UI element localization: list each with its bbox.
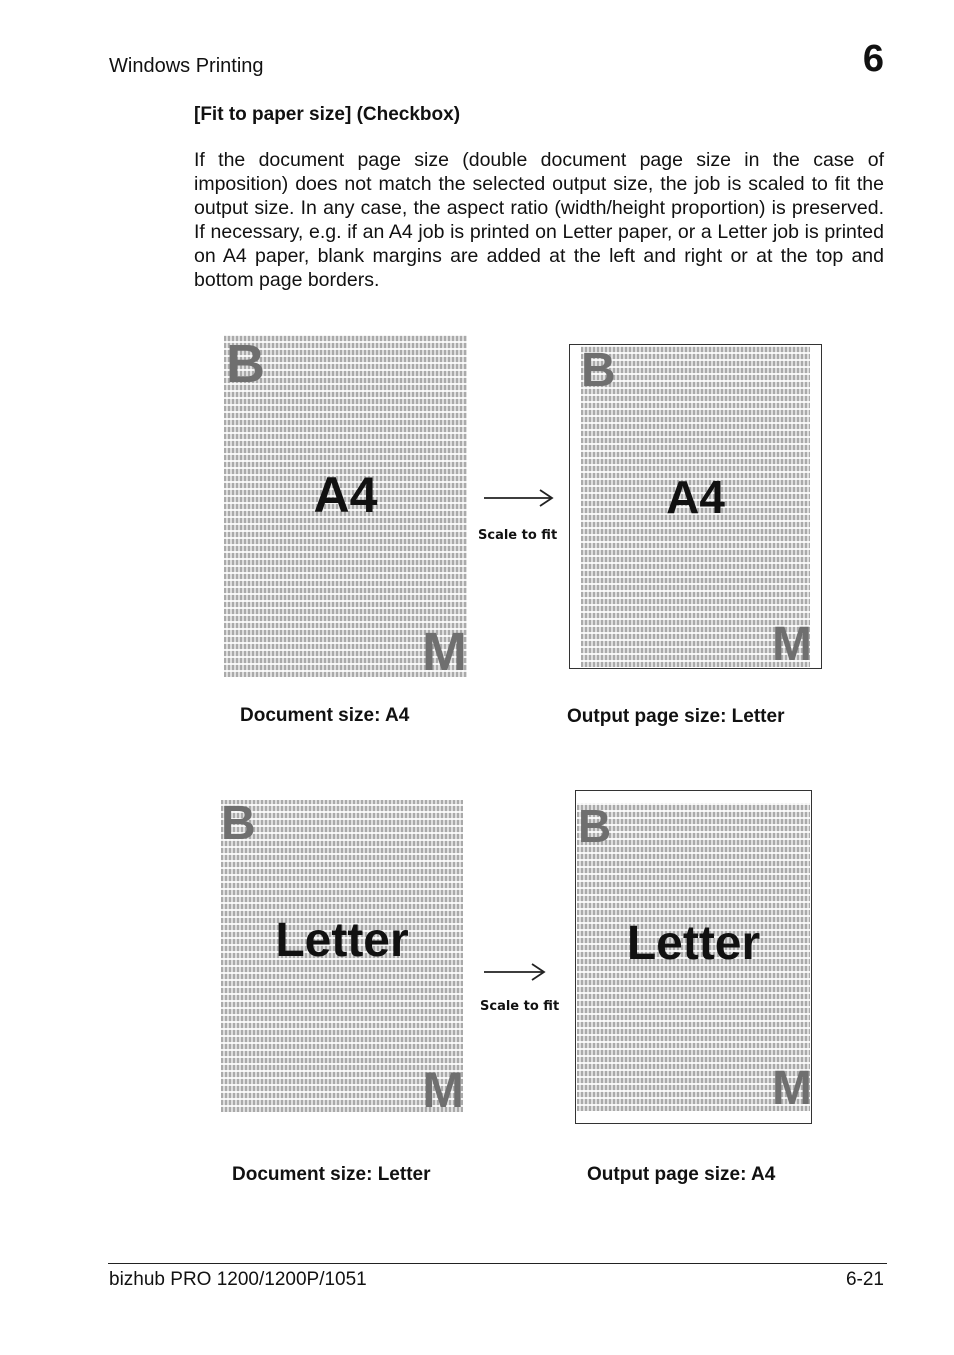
corner-letter-b: B bbox=[221, 797, 256, 850]
footer-model-name: bizhub PRO 1200/1200P/1051 bbox=[109, 1269, 367, 1290]
document-size-caption: Document size: Letter bbox=[232, 1164, 431, 1185]
document-page-letter bbox=[221, 797, 464, 1118]
scaled-content bbox=[577, 800, 812, 1115]
chapter-number: 6 bbox=[862, 38, 884, 80]
output-size-caption: Output page size: A4 bbox=[587, 1164, 776, 1185]
corner-letter-m: M bbox=[422, 1062, 464, 1118]
footer-page-number: 6-21 bbox=[845, 1269, 884, 1290]
corner-letter-b: B bbox=[226, 334, 265, 394]
corner-letter-m: M bbox=[772, 1062, 812, 1115]
body-paragraph: If the document page size (double document page size in the case of imposition) does not match the selected output size, the job is scaled to fit the output size. In any case, the aspect ratio (width/height proportion) is preserved. If necessary, e.g. if an A4 job is printed on Letter paper, or a Letter job is printed on A4 paper, blank margins are added at the left and right or at the top and bottom page borders. bbox=[194, 149, 884, 291]
output-page-letter bbox=[569, 344, 822, 669]
right-arrow-icon bbox=[482, 487, 556, 509]
scale-to-fit-label: Scale to fit bbox=[478, 528, 558, 543]
corner-letter-b: B bbox=[578, 800, 612, 852]
footer-divider bbox=[108, 1263, 887, 1264]
corner-letter-b: B bbox=[581, 344, 616, 397]
output-page-a4 bbox=[575, 790, 812, 1124]
corner-letter-m: M bbox=[772, 618, 812, 671]
page-size-label: A4 bbox=[313, 467, 378, 523]
output-size-caption: Output page size: Letter bbox=[567, 706, 785, 727]
document-page-a4 bbox=[224, 334, 467, 682]
right-arrow-icon bbox=[482, 961, 548, 983]
page-size-label: Letter bbox=[275, 914, 409, 967]
page-size-label: Letter bbox=[626, 917, 761, 970]
corner-letter-m: M bbox=[422, 622, 467, 682]
running-header: Windows Printing bbox=[109, 55, 264, 77]
document-size-caption: Document size: A4 bbox=[240, 705, 410, 726]
scaled-content bbox=[581, 344, 812, 671]
page-size-label: A4 bbox=[666, 471, 725, 523]
scale-to-fit-label: Scale to fit bbox=[480, 999, 560, 1014]
section-title: [Fit to paper size] (Checkbox) bbox=[194, 104, 461, 125]
